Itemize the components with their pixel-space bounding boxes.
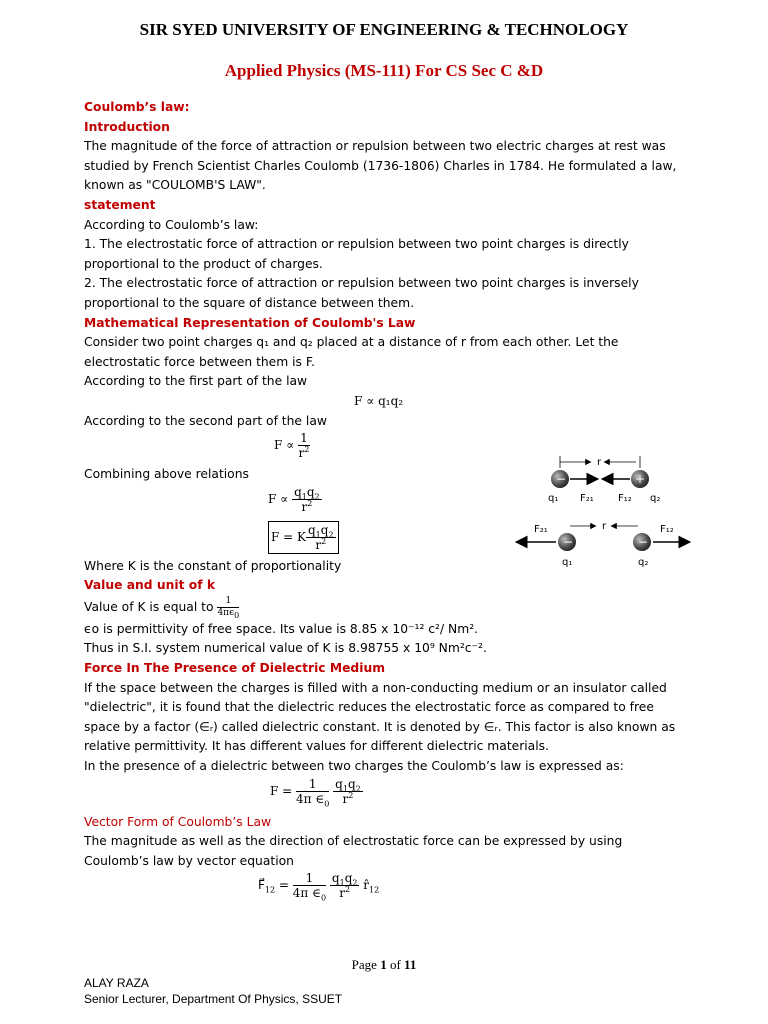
course-title: Applied Physics (MS-111) For CS Sec C &D: [224, 61, 544, 80]
statement-2: 2. The electrostatic force of attraction or repulsion between two point charges is inversely proportional to the square of distance between them.: [84, 276, 639, 310]
equation-vector: $F⃗_{12}$ = $\frac{1}{4\pi \in_0}$ $\frac{q_1q_2}{r^2}$ $r̂_{12}$: [258, 871, 380, 903]
intro-text: The magnitude of the force of attraction or repulsion between two electric charges at rest was studied by French Scientist Charles Coulomb (1736-1806) Charles in 1784. He formulated a law, known as "COULOMB'S LAW".: [84, 139, 677, 193]
vector-text: The magnitude as well as the direction of electrostatic force can be expressed by using Coulomb’s law by vector equation: [84, 834, 623, 868]
label-f12-top: F₁₂: [618, 493, 632, 504]
value-of-k-line: Value of K is equal to $\frac{1}{4\pi\epsilon_0}$: [84, 595, 240, 620]
second-part-text: According to the second part of the law: [84, 413, 327, 428]
author-name: ALAY RAZA: [84, 976, 149, 990]
statement-heading: statement: [84, 197, 156, 212]
distance-label-bottom: r: [602, 521, 607, 532]
equation-dielectric: F = $\frac{1}{4\pi \in_0}$ $\frac{q_1q_2}{r^2}$: [270, 776, 361, 809]
author-position: Senior Lecturer, Department Of Physics, SSUET: [84, 992, 343, 1006]
intro-heading: Introduction: [84, 119, 170, 134]
attraction-diagram: [548, 456, 660, 504]
first-part-text: According to the first part of the law: [84, 374, 308, 389]
label-f21-bottom: F₂₁: [534, 524, 548, 535]
statement-intro: According to Coulomb’s law:: [84, 217, 259, 232]
si-text: Thus in S.I. system numerical value of K is 8.98755 x 10⁹ Nm²c⁻².: [84, 641, 487, 656]
dielectric-heading: Force In The Presence of Dielectric Medium: [84, 661, 386, 676]
university-title: SIR SYED UNIVERSITY OF ENGINEERING & TECHNOLOGY: [139, 20, 629, 39]
equation-coulomb-boxed: F = K $\frac{q_1q_2}{r^2}$: [84, 521, 684, 557]
epsilon-text: ϵo is permittivity of free space. Its value is 8.85 x 10⁻¹² c²/ Nm².: [84, 621, 479, 636]
math-text: Consider two point charges q₁ and q₂ placed at a distance of r from each other. Let the electrostatic force between them is F.: [84, 335, 619, 369]
equation-inverse-square: F ∝ $\frac{1}{r^2}$: [274, 431, 310, 461]
svg-text:−: −: [638, 535, 649, 549]
footer: [84, 975, 342, 1007]
label-f21-top: F₂₁: [580, 493, 594, 504]
distance-label: r: [597, 457, 602, 468]
section-title: Coulomb’s law:: [84, 100, 190, 114]
vector-heading: Vector Form of Coulomb’s Law: [84, 814, 272, 829]
label-q2-top: q₂: [650, 493, 661, 504]
svg-text:+: +: [635, 472, 646, 486]
repulsion-diagram: [518, 521, 688, 568]
value-text: Value of K is equal to: [84, 599, 214, 614]
dielectric-law-text: In the presence of a dielectric between two charges the Coulomb’s law is expressed as:: [84, 759, 624, 774]
combining-text: Combining above relations: [84, 467, 249, 482]
where-k-text: Where K is the constant of proportionality: [84, 558, 342, 573]
equation-combined: F ∝ $\frac{q_1q_2}{r^2}$: [268, 484, 320, 514]
equation-proportional-product: F ∝ q₁q₂: [354, 393, 404, 408]
statement-1: 1. The electrostatic force of attraction or repulsion between two point charges is directly proportional to the product of charges.: [84, 237, 629, 271]
svg-text:−: −: [563, 535, 574, 549]
page-number: Page 1 of 11: [351, 957, 417, 972]
coulomb-force-figure: [510, 448, 710, 578]
total-pages: 11: [404, 957, 417, 972]
math-heading: Mathematical Representation of Coulomb's Law: [84, 315, 416, 330]
svg-text:−: −: [556, 472, 567, 486]
label-q2-bottom: q₂: [638, 557, 649, 568]
label-q1-bottom: q₁: [562, 557, 573, 568]
label-q1-top: q₁: [548, 493, 559, 504]
value-heading: Value and unit of k: [84, 578, 216, 593]
current-page: 1: [380, 957, 387, 972]
label-f12-bottom: F₁₂: [660, 524, 674, 535]
dielectric-text: If the space between the charges is filled with a non-conducting medium or an insulator called "dielectric", it is found that the dielectric reduces the electrostatic force as compared to free space by a factor (∈ᵣ) called dielectric constant. It is denoted by ∈ᵣ. This factor is also known as relative permittivity. It has different values for different dielectric materials.: [84, 680, 676, 754]
